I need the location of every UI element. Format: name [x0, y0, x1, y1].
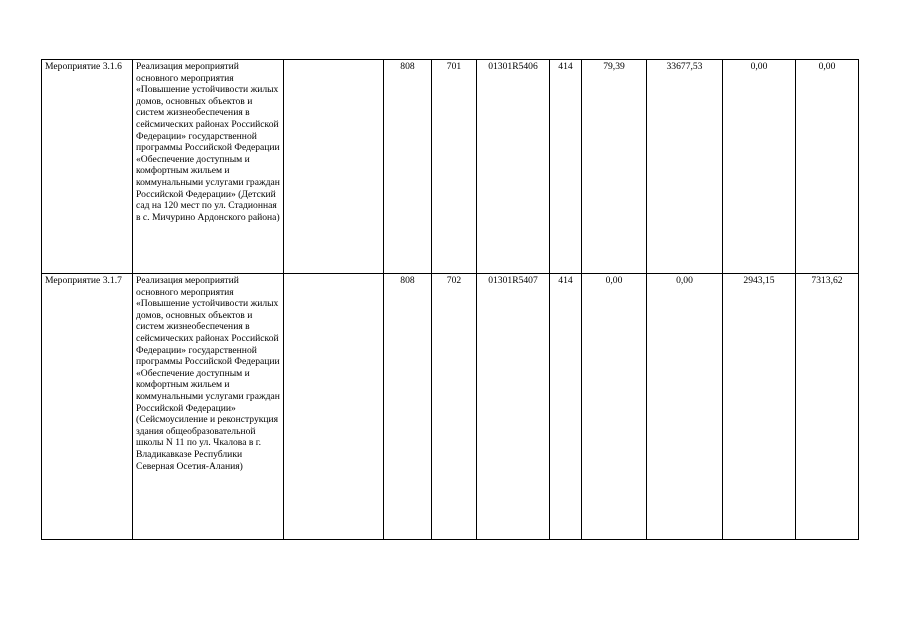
table-row [42, 274, 859, 540]
value-2-cell: 33677,53 [647, 60, 723, 274]
value-4-cell: 7313,62 [796, 274, 859, 540]
value-3-cell: 0,00 [723, 60, 796, 274]
value-1-cell: 79,39 [582, 60, 647, 274]
value-1-cell: 0,00 [582, 274, 647, 540]
value-4-cell: 0,00 [796, 60, 859, 274]
executor-cell [284, 60, 384, 274]
activity-description-cell: Реализация мероприятий основного мероприятия «Повышение устойчивости жилых домов, основных объектов и систем жизнеобеспечения в сейсмических районах Российской Федерации» государственной программы Российской Федерации «Обеспечение доступным и комфортным жильем и коммунальными услугами граждан Российской Федерации» (Детский сад на 120 мест по ул. Стадионная в с. Мичурино Ардонского района) [133, 60, 284, 274]
grbs-cell: 808 [384, 274, 432, 540]
value-3-cell: 2943,15 [723, 274, 796, 540]
activity-code-cell: Мероприятие 3.1.7 [42, 274, 133, 540]
csr-cell: 01301R5406 [477, 60, 550, 274]
grbs-cell: 808 [384, 60, 432, 274]
activity-description-cell: Реализация мероприятий основного мероприятия «Повышение устойчивости жилых домов, основных объектов и систем жизнеобеспечения в сейсмических районах Российской Федерации» государственной программы Российской Федерации «Обеспечение доступным и комфортным жильем и коммунальными услугами граждан Российской Федерации» (Сейсмоусиление и реконструкция здания общеобразовательной школы N 11 по ул. Чкалова в г. Владикавказе Республики Северная Осетия-Алания) [133, 274, 284, 540]
activity-code-cell: Мероприятие 3.1.6 [42, 60, 133, 274]
vr-cell: 414 [550, 60, 582, 274]
value-2-cell: 0,00 [647, 274, 723, 540]
executor-cell [284, 274, 384, 540]
table-row [42, 60, 859, 274]
vr-cell: 414 [550, 274, 582, 540]
rzpr-cell: 702 [432, 274, 477, 540]
rzpr-cell: 701 [432, 60, 477, 274]
csr-cell: 01301R5407 [477, 274, 550, 540]
budget-table [41, 59, 859, 540]
